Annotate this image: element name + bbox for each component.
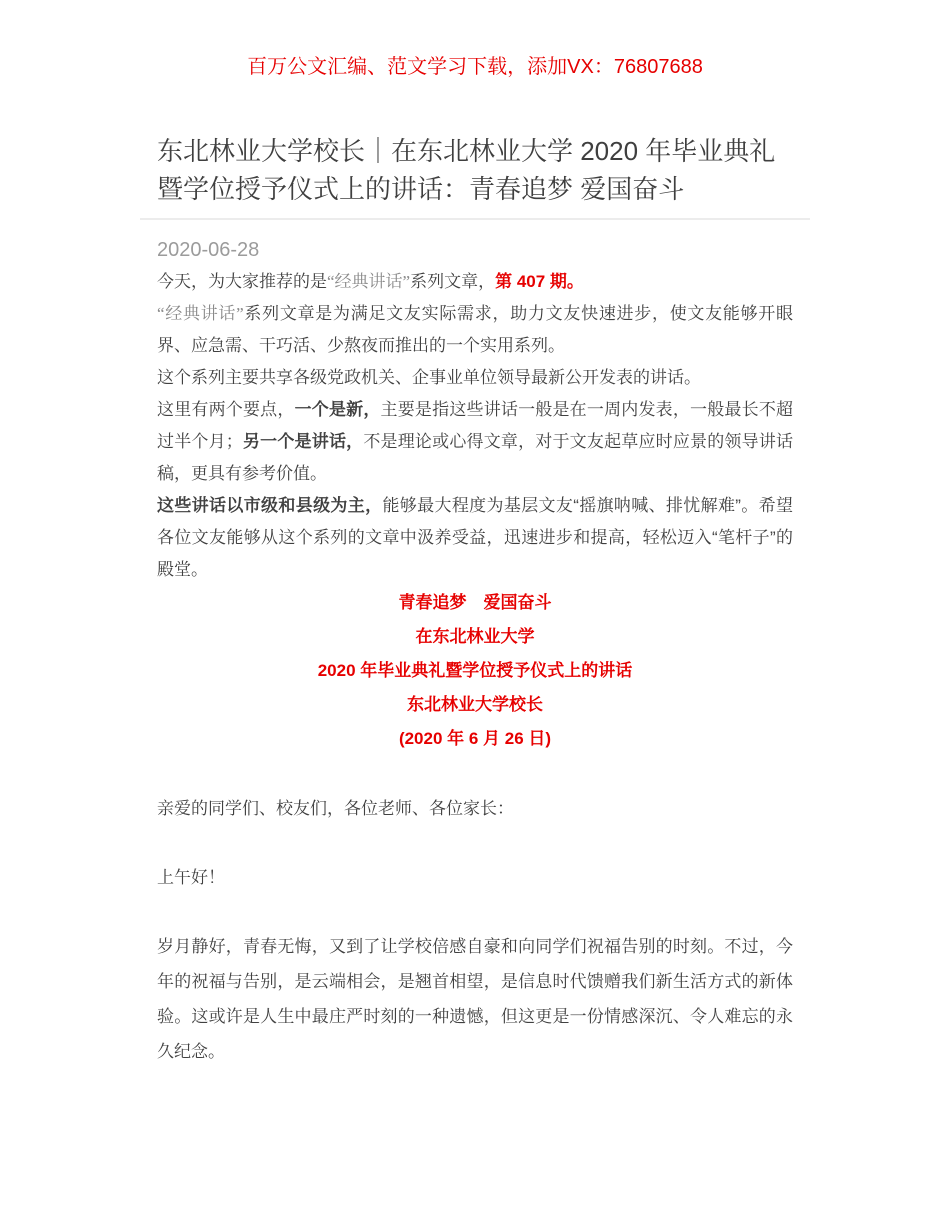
speech-heading-line-occasion: 2020 年毕业典礼暨学位授予仪式上的讲话: [317, 661, 633, 680]
key-point-level: 这些讲话以市级和县级为主，: [157, 496, 383, 515]
text-segment: 系列文章是为满足文友实际需求，助力文友快速进步，使文友能够开眼界、应急需、干巧活、少熬夜而推出的一个实用系列。: [157, 304, 794, 355]
text-segment: 能够最大程度为基层文友“摇旗呐喊、排忧解难”。希望各位文友能够从这个系列的文章中汲养受益，迅速进步和提高，轻松迈入“笔杆子”的殿堂。: [157, 496, 793, 579]
article: [140, 132, 810, 1069]
speech-body: [157, 791, 793, 1069]
intro-paragraph-3: [157, 362, 793, 394]
key-point-new: 一个是新，: [294, 400, 381, 419]
speech-heading-line-date: (2020 年 6 月 26 日): [398, 729, 552, 748]
intro-paragraph-5: [157, 490, 793, 586]
text-segment: 这里有两个要点，: [157, 400, 295, 419]
page-title: 东北林业大学校长｜在东北林业大学 2020 年毕业典礼暨学位授予仪式上的讲话：青春追梦 爱国奋斗: [157, 136, 776, 204]
speech-heading-line-speaker: 东北林业大学校长: [407, 695, 543, 714]
key-point-speech: 另一个是讲话，: [242, 432, 364, 451]
text-segment: 今天，为大家推荐的是: [157, 272, 327, 291]
intro-paragraph-1: [157, 266, 793, 298]
series-name-quote: “经典讲话”: [327, 272, 411, 291]
speech-heading-line-theme: 青春追梦 爱国奋斗: [398, 593, 552, 612]
speech-heading-line-university: 在东北林业大学: [415, 627, 535, 646]
series-name-quote: “经典讲话”: [157, 304, 244, 323]
intro-paragraph-4: [157, 394, 793, 490]
publish-date: 2020-06-28: [157, 239, 260, 261]
speech-greeting: 亲爱的同学们、校友们，各位老师、各位家长：: [157, 799, 514, 818]
text-segment: 系列文章，: [410, 272, 496, 291]
speech-paragraph-hello: 上午好！: [157, 868, 225, 887]
issue-number: 第 407 期。: [495, 272, 584, 291]
text-segment: 主要是指这些讲话一般是在一周内发表，一般最长不超过半个月；: [157, 400, 794, 451]
text-segment: 不是理论或心得文章，对于文友起草应时应景的领导讲话稿，更具有参考价值。: [157, 432, 794, 483]
text-segment: 这个系列主要共享各级党政机关、企事业单位领导最新公开发表的讲话。: [157, 368, 701, 387]
intro-section: [157, 266, 793, 586]
header-notice: 百万公文汇编、范文学习下载，添加VX：76807688: [247, 56, 703, 78]
speech-paragraph-main: 岁月静好，青春无悔，又到了让学校倍感自豪和向同学们祝福告别的时刻。不过，今年的祝福与告别，是云端相会，是翘首相望，是信息时代馈赠我们新生活方式的新体验。这或许是人生中最庄严时刻的一种遗憾，但这更是一份情感深沉、令人难忘的永久纪念。: [157, 937, 793, 1061]
divider: [140, 218, 810, 220]
speech-heading: [157, 586, 793, 756]
intro-paragraph-2: [157, 298, 793, 362]
